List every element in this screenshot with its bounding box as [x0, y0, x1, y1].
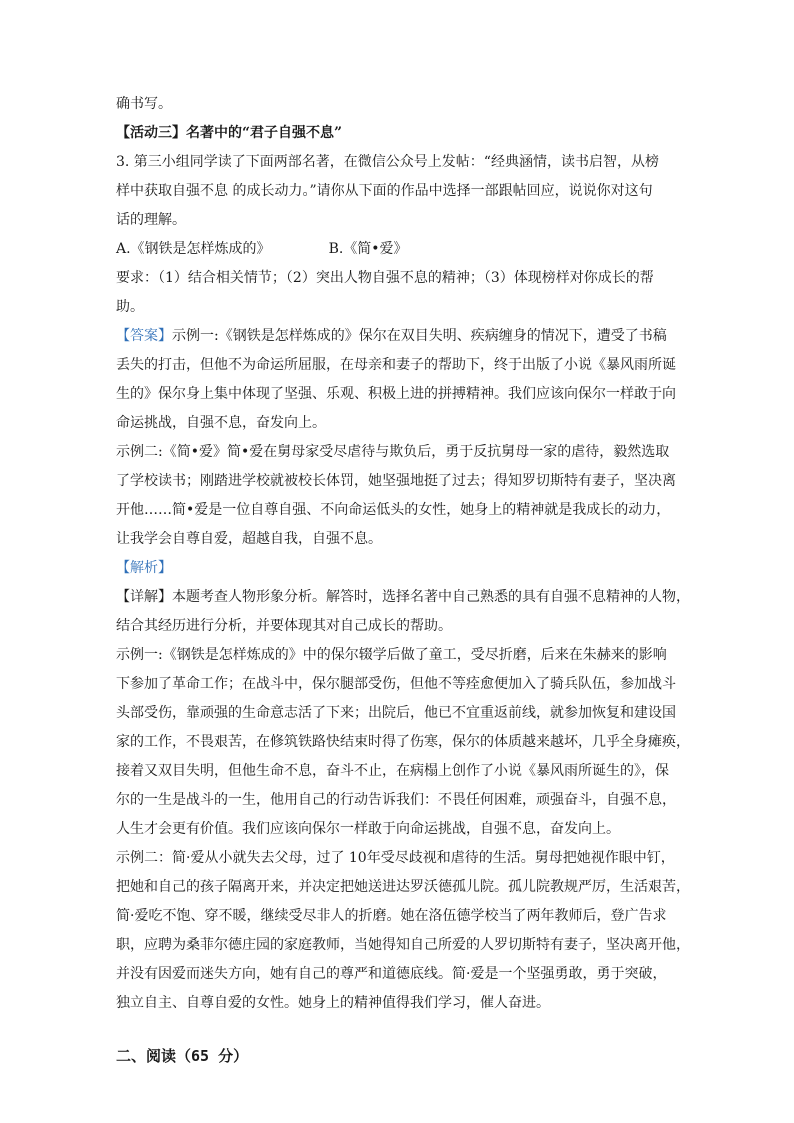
detail-line: 接着又双目失明，但他生命不息，奋斗不止，在病榻上创作了小说《暴风雨所诞生的》，保 [116, 763, 669, 779]
detail-line: 尔的一生是战斗的一生，他用自己的行动告诉我们：不畏任何困难，顽强奋斗，自强不息， [116, 792, 676, 808]
detail-line: 独立自主、自尊自爱的女性。她身上的精神值得我们学习，催人奋进。 [116, 995, 550, 1011]
answer-line: 生的》保尔身上集中体现了坚强、乐观、积极上进的拼搏精神。我们应该向保尔一样敢于向 [116, 386, 676, 402]
answer-tag: 【答案】 [116, 328, 172, 344]
detail-line: 头部受伤，靠顽强的生命意志活了下来；出院后，他已不宜重返前线，就参加恢复和建设国 [116, 705, 676, 721]
detail-line: 结合其经历进行分析，并要体现其对自己成长的帮助。 [116, 618, 452, 634]
text-line: 确书写。 [116, 96, 172, 112]
activity-title-bracket: 【活动三】 [116, 125, 186, 141]
requirement-line: 助。 [116, 299, 144, 315]
requirement-line: 要求：（1）结合相关情节；（2）突出人物自强不息的精神；（3）体现榜样对你成长的帮 [116, 270, 654, 286]
question-3 [116, 148, 676, 235]
answer-line: 让我学会自尊自爱，超越自我，自强不息。 [116, 531, 382, 547]
answer-line: 了学校读书；刚踏进学校就被校长体罚，她坚强地挺了过去；得知罗切斯特有妻子，坚决离 [116, 473, 676, 489]
answer-text: 示例一:《钢铁是怎样炼成的》保尔在双目失明、疾病缠身的情况下，遭受了书稿 [172, 328, 667, 344]
answer-line: 开他……简•爱是一位自尊自强、不向命运低头的女性，她身上的精神就是我成长的动力， [116, 502, 671, 518]
activity-title [116, 119, 676, 148]
question-line: 样中获取自强不息 的成长动力。”请你从下面的作品中选择一部跟帖回应，说说你对这句 [116, 183, 653, 199]
analysis-tag: 【解析】 [116, 560, 172, 576]
detail-text: 本题考查人物形象分析。解答时，选择名著中自己熟悉的具有自强不息精神的人物， [172, 589, 690, 605]
activity-title-text: 名著中的“君子自强不息” [186, 125, 343, 141]
answer-block [116, 322, 676, 554]
question-line: 3. 第三小组同学读了下面两部名著，在微信公众号上发帖：“经典涵情，读书启智，从榜 [116, 154, 659, 170]
question-line: 话的理解。 [116, 212, 186, 228]
options-row [116, 235, 676, 264]
option-a: A.《钢铁是怎样炼成的》 [116, 241, 271, 257]
detail-line: 下参加了革命工作；在战斗中，保尔腿部受伤，但他不等痊愈便加入了骑兵队伍，参加战斗 [116, 676, 676, 692]
detail-line: 示例一:《钢铁是怎样炼成的》中的保尔辍学后做了童工，受尽折磨，后来在朱赫来的影响 [116, 647, 667, 663]
section-heading: 二、阅读（65 分） [116, 1047, 249, 1065]
answer-line: 示例二:《简•爱》简•爱在舅母家受尽虐待与欺负后，勇于反抗舅母一家的虐待，毅然选取 [116, 444, 670, 460]
detail-line [116, 583, 690, 612]
detail-block [116, 583, 690, 1018]
document-page [116, 90, 690, 1071]
detail-tag: 【详解】 [116, 589, 172, 605]
answer-line [116, 322, 676, 351]
detail-line: 家的工作，不畏艰苦，在修筑铁路快结束时得了伤寒，保尔的体质越来越坏，几乎全身瘫痪， [116, 734, 690, 750]
detail-line: 并没有因爱而迷失方向，她有自己的尊严和道德底线。简·爱是一个坚强勇敢，勇于突破， [116, 966, 667, 982]
answer-line: 丢失的打击，但他不为命运所屈服，在母亲和妻子的帮助下，终于出版了小说《暴风雨所诞 [116, 357, 676, 373]
requirements [116, 264, 676, 322]
answer-line: 命运挑战，自强不息，奋发向上。 [116, 415, 326, 431]
detail-line: 职，应聘为桑菲尔德庄园的家庭教师，当她得知自己所爱的人罗切斯特有妻子，坚决离开他， [116, 937, 690, 953]
detail-line: 人生才会更有价值。我们应该向保尔一样敢于向命运挑战，自强不息，奋发向上。 [116, 821, 620, 837]
option-b: B.《简•爱》 [328, 241, 408, 257]
detail-line: 示例二：简·爱从小就失去父母，过了 10年受尽歧视和虐待的生活。舅母把她视作眼中钉， [116, 850, 675, 866]
detail-line: 简·爱吃不饱、穿不暖，继续受尽非人的折磨。她在洛伍德学校当了两年教师后，登广告求 [116, 908, 667, 924]
detail-line: 把她和自己的孩子隔离开来，并决定把她送进达罗沃德孤儿院。孤儿院教规严厉，生活艰苦， [116, 879, 690, 895]
